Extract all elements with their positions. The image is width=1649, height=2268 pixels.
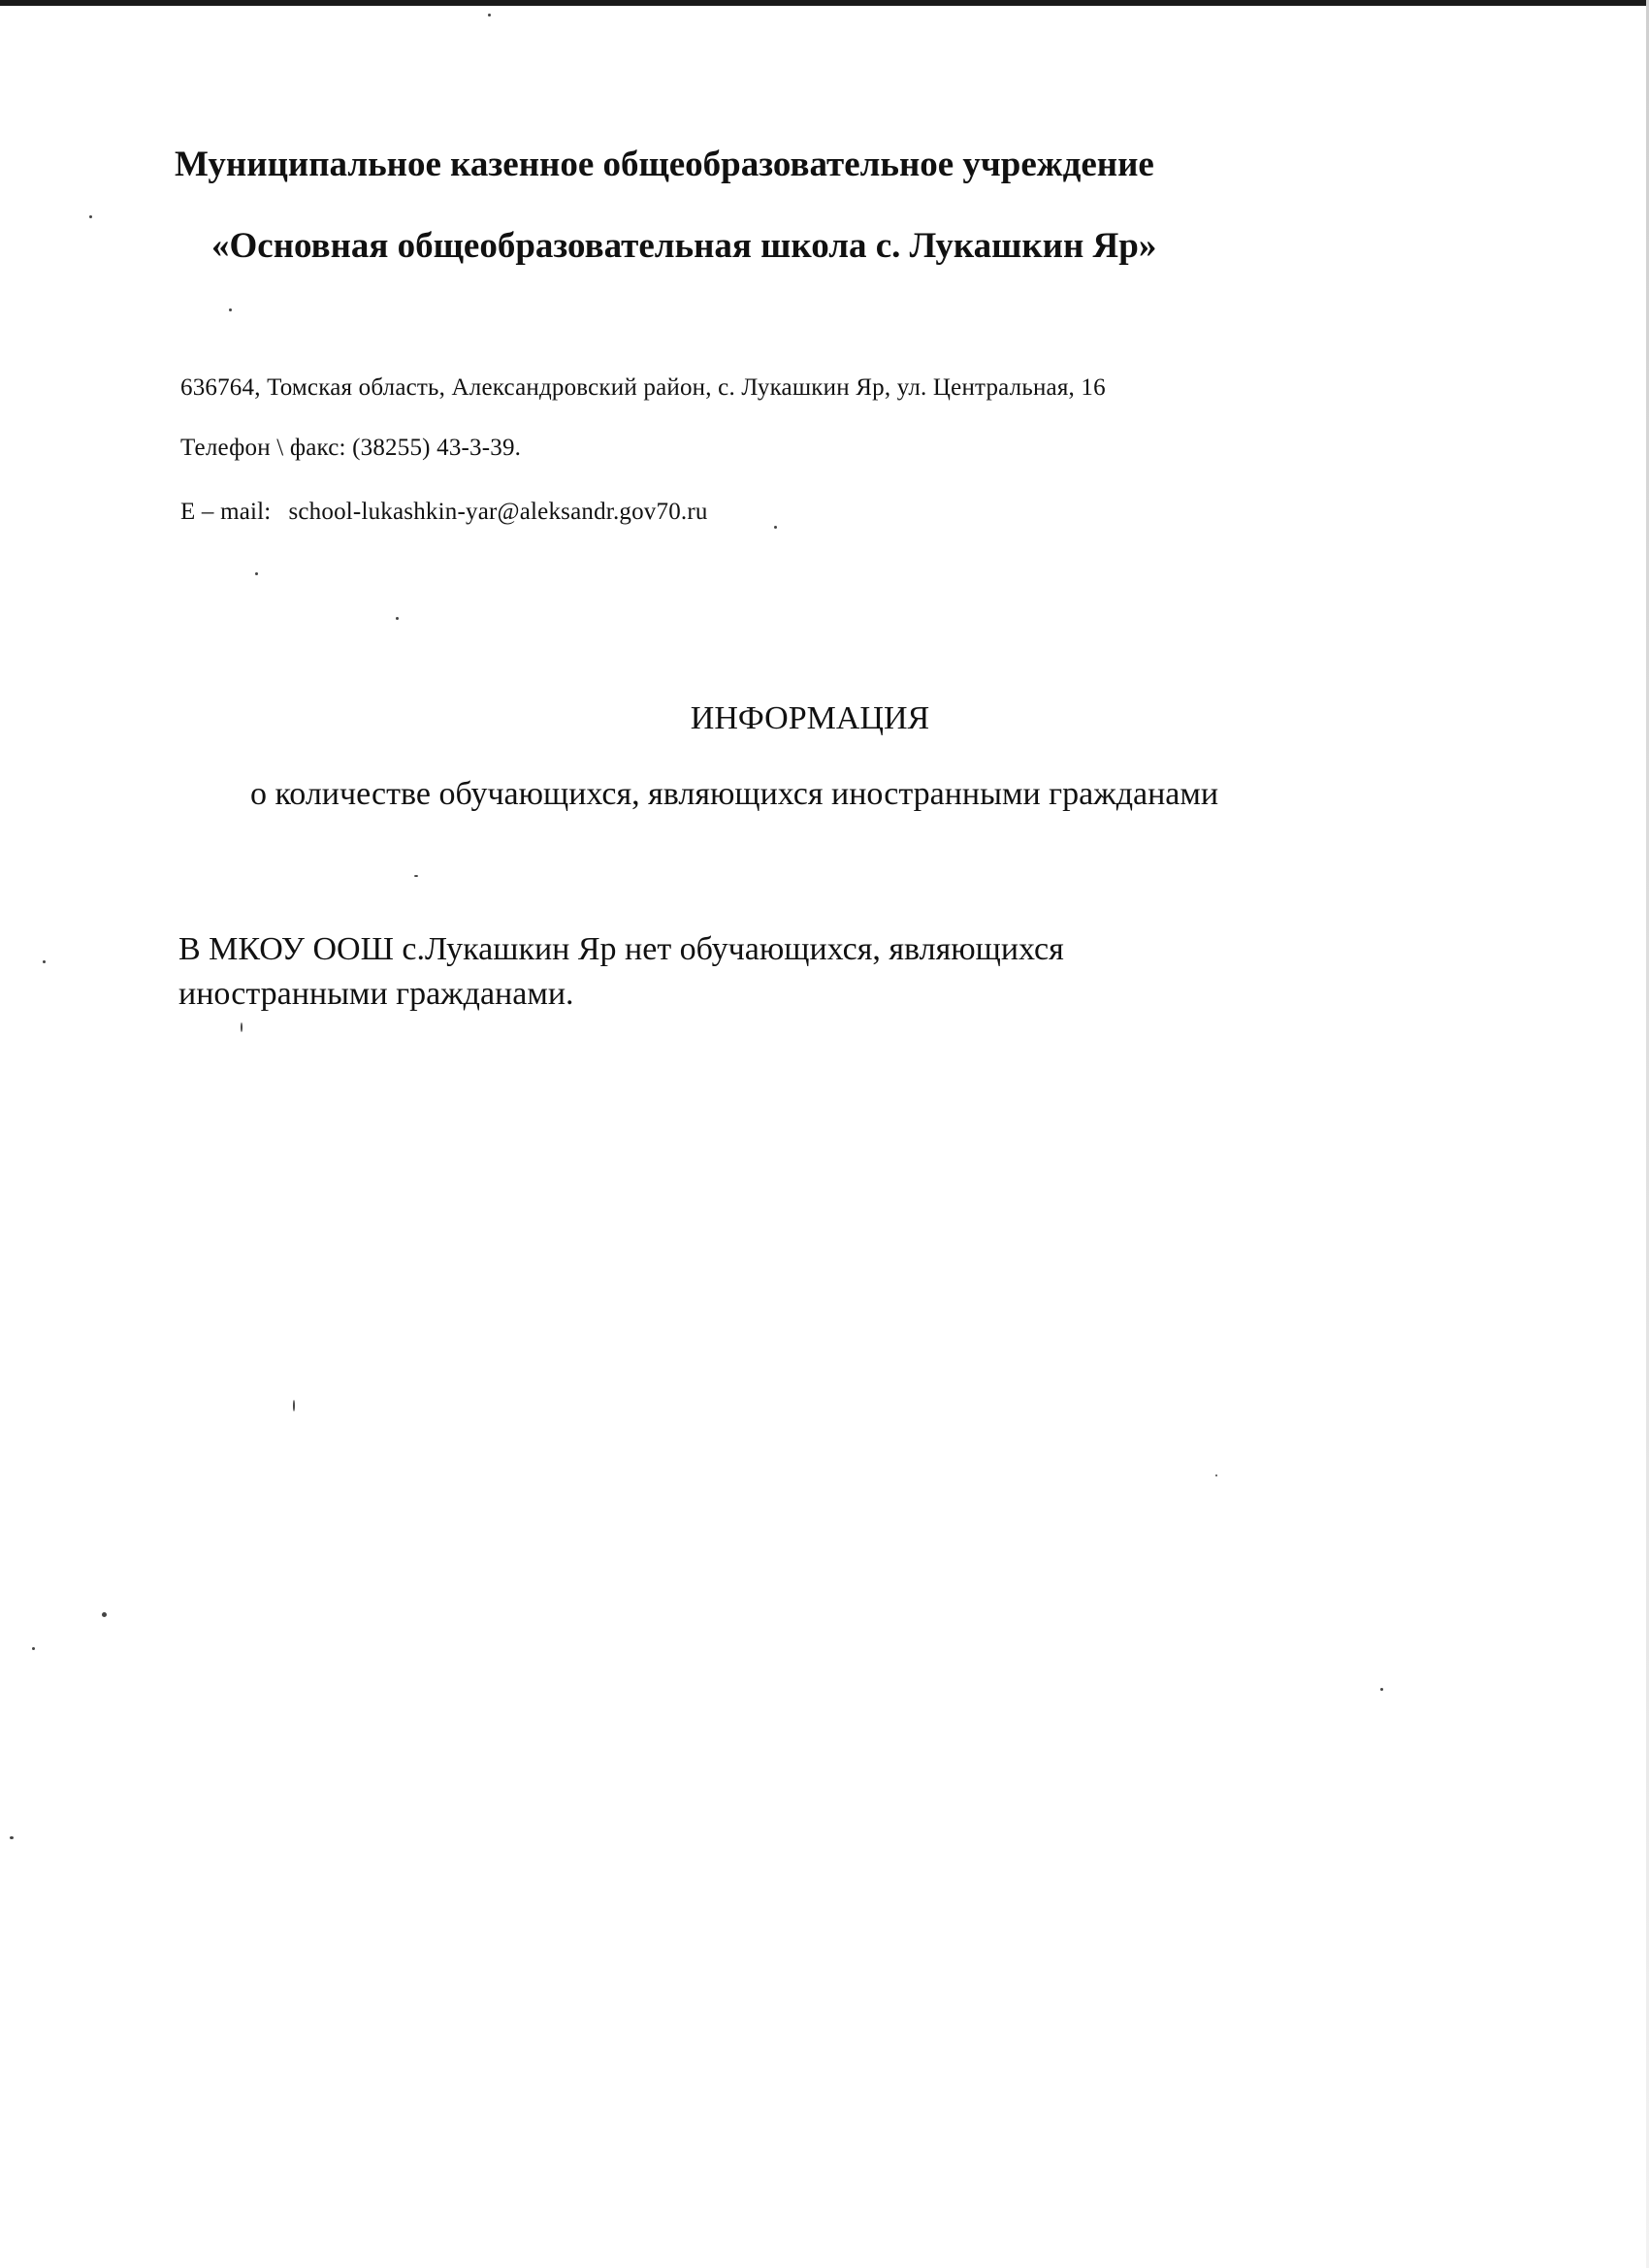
- scan-speck: [774, 526, 777, 529]
- scan-speck: [255, 572, 258, 575]
- phone-line: Телефон \ факс: (38255) 43-3-39.: [180, 435, 522, 461]
- scan-speck: [293, 1400, 295, 1411]
- scan-top-edge: [0, 0, 1649, 6]
- address-line: 636764, Томская область, Александровский район, с. Лукашкин Яр, ул. Центральная, 16: [180, 374, 1106, 401]
- body-line-1: В МКОУ ООШ с.Лукашкин Яр нет обучающихся, являющихся: [178, 931, 1064, 967]
- email-value: school-lukashkin-yar@aleksandr.gov70.ru: [288, 499, 708, 525]
- email-line: [180, 499, 708, 526]
- scan-speck: [1380, 1688, 1383, 1691]
- scan-speck: [10, 1836, 14, 1839]
- scan-speck: [229, 308, 232, 311]
- document-subtitle: о количестве обучающихся, являющихся иностранными гражданами: [250, 776, 1219, 812]
- scan-speck: [89, 215, 92, 218]
- scan-speck: [241, 1022, 242, 1032]
- scan-speck: [414, 875, 418, 877]
- email-label: E – mail:: [180, 499, 272, 525]
- scan-speck: [488, 14, 491, 16]
- scan-speck: [32, 1647, 35, 1650]
- scan-speck: [396, 617, 399, 620]
- body-line-2: иностранными гражданами.: [178, 976, 574, 1012]
- school-name: «Основная общеобразовательная школа с. Лукашкин Яр»: [211, 226, 1157, 266]
- scan-speck: [43, 960, 46, 963]
- organization-name: Муниципальное казенное общеобразовательное учреждение: [175, 145, 1154, 184]
- document-body: [178, 927, 1342, 1017]
- scan-speck: [102, 1612, 107, 1617]
- document-title: ИНФОРМАЦИЯ: [690, 700, 930, 736]
- scan-speck: [1215, 1474, 1217, 1476]
